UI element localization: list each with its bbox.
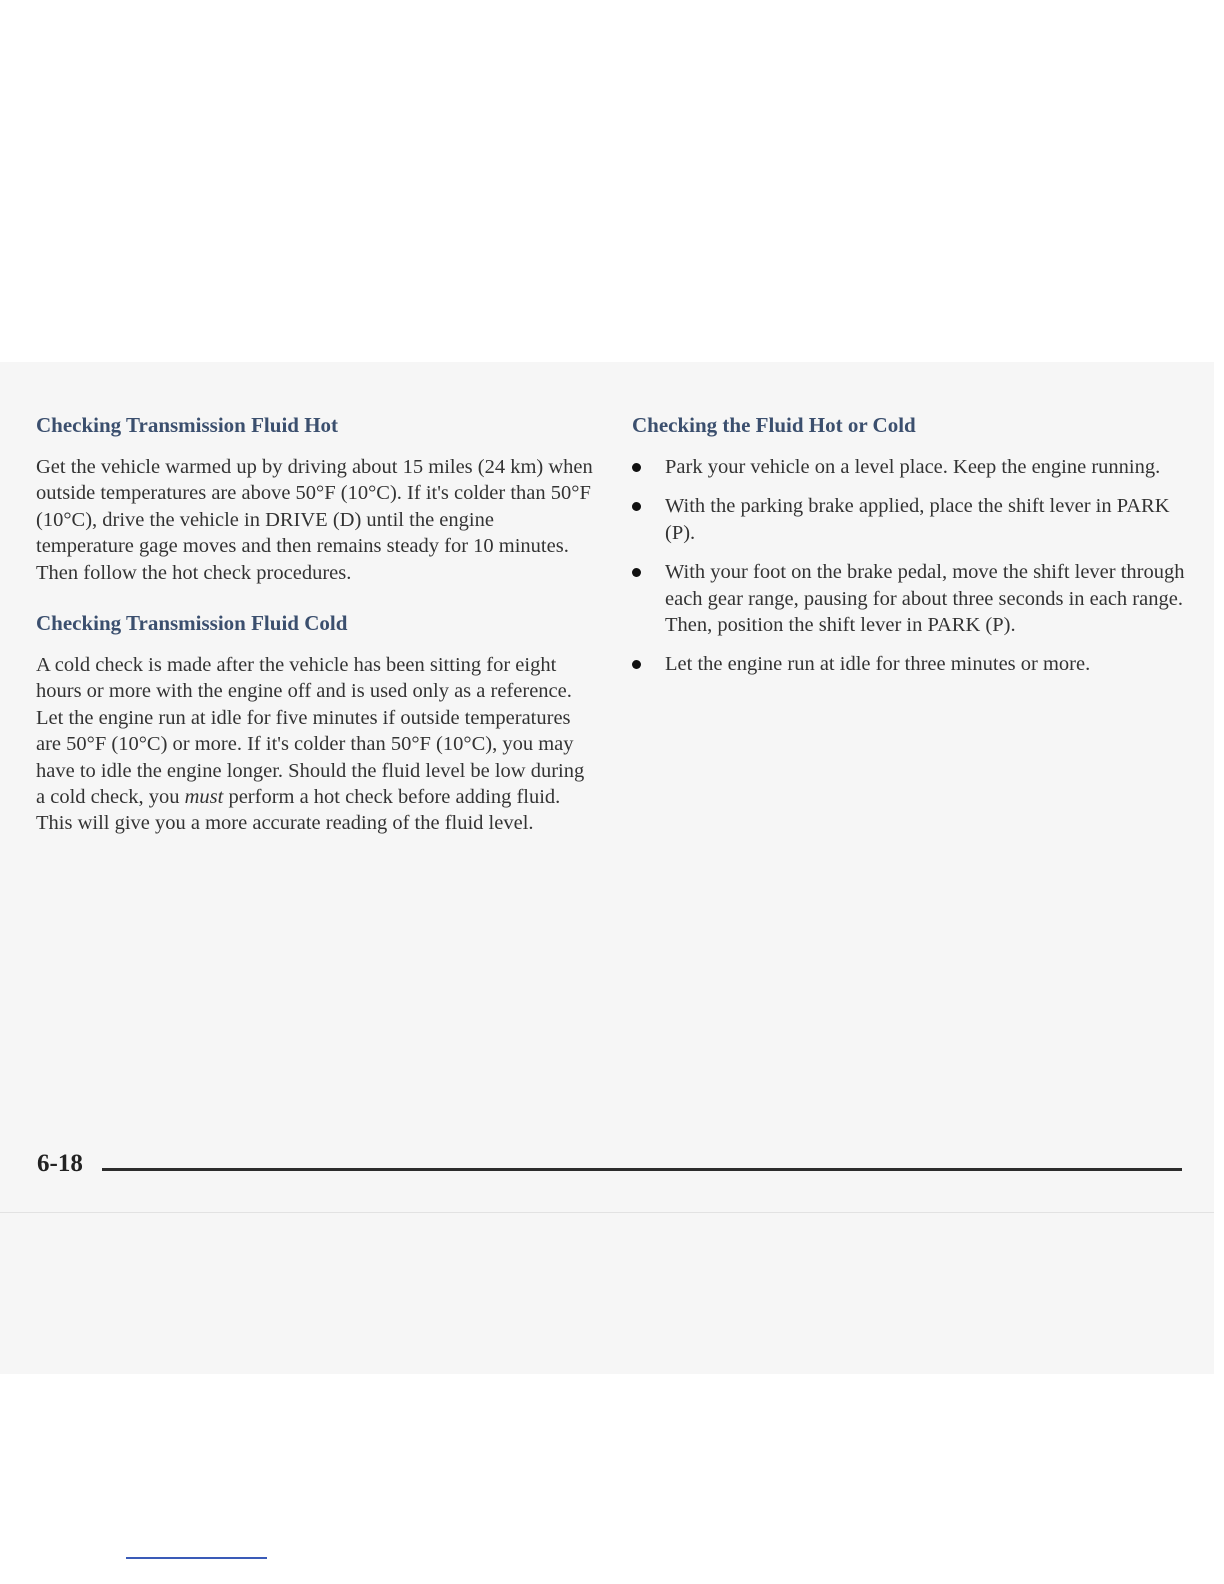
list-item [632,493,1188,546]
paragraph-fluid-cold [36,652,596,837]
bullet-icon [632,502,641,511]
paragraph-fluid-hot: Get the vehicle warmed up by driving about 15 miles (24 km) when outside temperatures are above 50°F (10°C). If it's colder than 50°F (10°C), drive the vehicle in DRIVE (D) until the engine temperature gage moves and then remains steady for 10 minutes. Then follow the hot check procedures. [36,456,593,584]
emphasis-must: must [184,786,224,809]
bullet-icon [632,568,641,577]
left-column [36,410,596,859]
heading-hot-or-cold: Checking the Fluid Hot or Cold [632,413,916,437]
footer-divider [102,1168,1182,1171]
heading-fluid-cold: Checking Transmission Fluid Cold [36,611,348,636]
paragraph-fluid-cold-part2: perform a hot check before adding fluid. This will give you a more accurate reading of the fluid level. [36,786,561,835]
list-item-text: Let the engine run at idle for three minutes or more. [665,653,1091,676]
heading-fluid-hot: Checking Transmission Fluid Hot [36,413,339,437]
link-underline[interactable] [126,1557,267,1559]
list-item [632,559,1188,638]
list-item-text: With the parking brake applied, place the shift lever in PARK (P). [665,495,1170,544]
bullet-icon [632,660,641,669]
list-item [632,454,1188,480]
paragraph-fluid-cold-part1: A cold check is made after the vehicle has been sitting for eight hours or more with the engine off and is used only as a reference. Let the engine run at idle for five minutes if outside temperatures are 50°F (10°C) or more. If it's colder than 50°F (10°C), you may have to idle the engine longer. Should the fluid level be low during a cold check, you [36,654,585,809]
page-number: 6-18 [37,1150,83,1177]
page-bottom-edge [0,1212,1214,1213]
list-item-text: With your foot on the brake pedal, move the shift lever through each gear range, pausing for about three seconds in each range. Then, position the shift lever in PARK (P). [665,561,1185,637]
list-item-text: Park your vehicle on a level place. Keep the engine running. [665,456,1161,478]
list-item [632,651,1188,677]
right-column [632,410,1188,691]
bullet-icon [632,463,641,472]
procedure-list [632,454,1188,678]
